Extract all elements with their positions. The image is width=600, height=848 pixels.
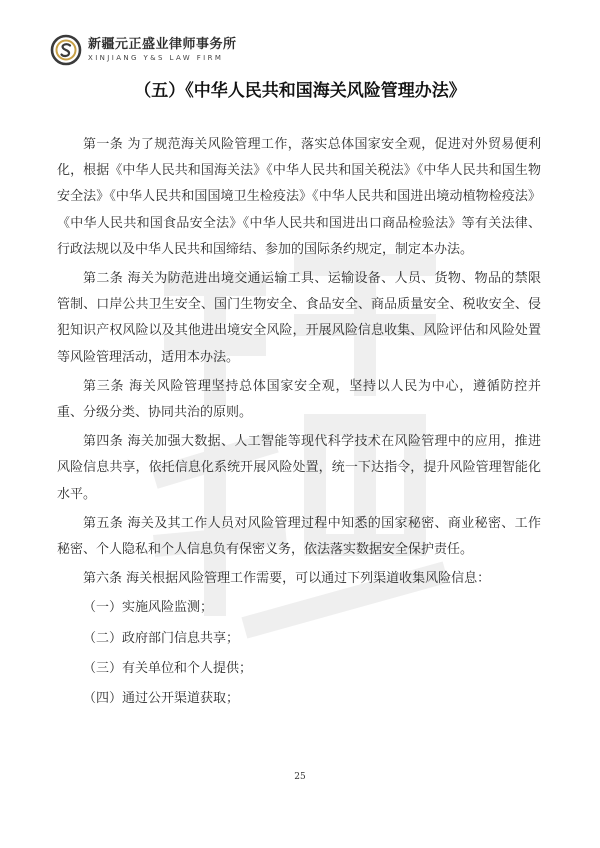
list-item: （四）通过公开渠道获取； — [83, 691, 240, 707]
page-number: 25 — [294, 772, 306, 782]
article-6: 第六条 海关根据风险管理工作需要，可以通过下列渠道收集风险信息： — [83, 571, 491, 587]
firm-name — [88, 37, 237, 63]
firm-logo-icon — [50, 34, 82, 66]
document-body — [57, 132, 541, 716]
firm-name-en: XINJIANG Y&S LAW FIRM — [88, 54, 224, 62]
document-title: （五）《中华人民共和国海关风险管理办法》 — [134, 81, 466, 101]
article-5: 第五条 海关及其工作人员对风险管理过程中知悉的国家秘密、商业秘密、工作秘密、个人隐私和个人信息负有保密义务，依法落实数据安全保护责任。 — [57, 515, 541, 558]
article-1: 第一条 为了规范海关风险管理工作，落实总体国家安全观，促进对外贸易便利化，根据《中华人民共和国海关法》《中华人民共和国关税法》《中华人民共和国生物安全法》《中华人民共和国国境卫生检疫法》《中华人民共和国进出境动植物检疫法》《中华人民共和国食品安全法》《中华人民共和国进出口商品检验法》等有关法律、行政法规以及中华人民共和国缔结、参加的国际条约规定，制定本办法。 — [57, 137, 541, 257]
firm-name-cn: 新疆元正盛业律师事务所 — [88, 37, 237, 52]
article-2: 第二条 海关为防范进出境交通运输工具、运输设备、人员、货物、物品的禁限管制、口岸公共卫生安全、国门生物安全、食品安全、商品质量安全、税收安全、侵犯知识产权风险以及其他进出境安全风险，开展风险信息收集、风险评估和风险处置等风险管理活动，适用本办法。 — [57, 271, 541, 365]
article-4: 第四条 海关加强大数据、人工智能等现代科学技术在风险管理中的应用，推进风险信息共享，依托信息化系统开展风险处置，统一下达指令，提升风险管理智能化水平。 — [57, 434, 541, 502]
letterhead — [50, 32, 237, 68]
list-item: （二）政府部门信息共享； — [83, 630, 240, 646]
list-item: （三）有关单位和个人提供； — [83, 660, 253, 676]
article-3: 第三条 海关风险管理坚持总体国家安全观，坚持以人民为中心，遵循防控并重、分级分类、协同共治的原则。 — [57, 378, 541, 421]
list-item: （一）实施风险监测； — [83, 600, 214, 616]
